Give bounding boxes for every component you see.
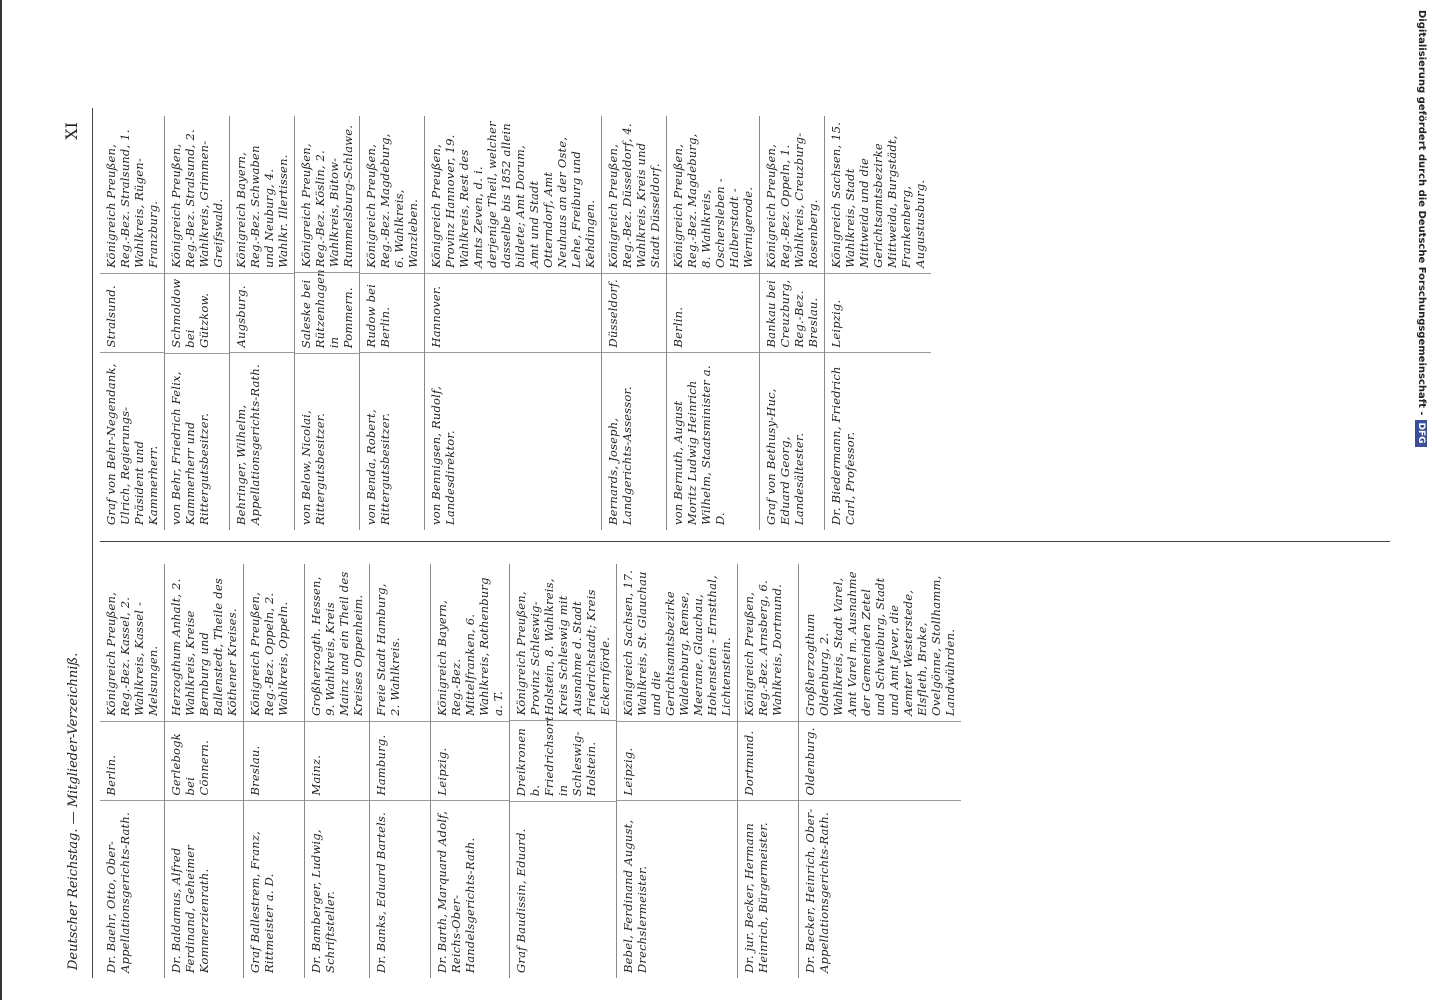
page-edge [0,0,2,1000]
member-row [295,116,360,530]
member-residence: Berlin. [667,274,759,354]
member-row [305,564,370,978]
member-residence: Hamburg. [370,722,430,802]
member-district: Königreich Bayern, Reg.-Bez. Schwaben und Neuburg, 4. Wahlkr. Illertissen. [230,116,294,274]
member-district: Großherzogthum Oldenburg, 2. Wahlkreis, Stadt Varel, Amt Varel m. Ausnahme der Gemeinden Zetel und Schweiburg, Stadt und Amt Jever, die Aemter Westerstede, Elsfleth, Brake, Ovelgönne, Stollhamm, Landwührden. [799,564,961,722]
member-name: Bernards, Joseph, Landgerichts-Assessor. [606,386,634,525]
member-name: Dr. Banks, Eduard Bartels. [374,812,388,973]
member-name: Dr. Bamberger, Ludwig, Schriftsteller. [309,829,337,973]
rotated-content [62,108,1402,978]
member-row [244,564,305,978]
header-rule [92,108,93,978]
member-district: Königreich Preußen, Provinz Schleswig-Holstein, 8. Wahlkreis, Kreis Schleswig mit Ausnahme d. Stadt Friedrichstadt; Kreis Eckernförde. [510,564,616,721]
member-district: Königreich Preußen, Reg.-Bez. Kassel, 2. Wahlkreis, Kassel - Melsungen. [100,564,164,722]
member-row [667,116,760,530]
member-residence: Berlin. [100,722,164,802]
member-residence: Mainz. [305,722,369,802]
member-row [825,116,931,530]
member-district: Königreich Preußen, Reg.-Bez. Magdeburg, 6. Wahlkreis, Wanzleben. [360,116,424,274]
member-name: von Bernuth, August Moritz Ludwig Heinrich Wilhelm, Staatsminister a. D. [671,365,727,525]
member-row [799,564,961,978]
member-district: Königreich Preußen, Provinz Hannover, 19. Wahlkreis, Rest des Amts Zeven, d. i. derjenige Theil, welcher dasselbe bis 1852 allein bildete; Amt Dorum, Amt und Stadt Otterndorf, Amt Neuhaus an der Oste, Lehe, Freiburg und Kehdingen. [425,116,601,274]
member-district: Königreich Bayern, Reg.-Bez. Mittelfranken, 6. Wahlkreis, Rothenburg a. T. [431,564,509,722]
member-district: Königreich Preußen, Reg.-Bez. Oppeln, 2. Wahlkreis, Oppeln. [244,564,304,722]
member-residence: Breslau. [244,722,304,802]
member-district: Königreich Sachsen, 15. Wahlkreis, Stadt Mittweida und die Gerichtsamtsbezirke Mittweida, Burgstädt, Frankenberg, Augustusburg. [825,116,931,274]
member-row [602,116,667,530]
member-row [431,564,510,978]
member-residence: Düsseldorf. [602,274,666,354]
member-residence: Saleske bei Rützenhagen in Pommern. [295,273,359,354]
member-district: Freie Stadt Hamburg, 2. Wahlkreis. [370,564,430,722]
member-row [165,564,244,978]
member-residence: Augsburg. [230,274,294,354]
member-row [100,116,165,530]
member-row [510,564,617,978]
member-district: Großherzogth. Hessen, 9. Wahlkreis, Kreis Mainz und ein Theil des Kreises Oppenheim. [305,564,369,722]
member-residence: Dreikronen b. Friedrichsort in Schleswig-Holstein. [510,721,616,802]
member-residence: Rudow bei Berlin. [360,274,424,354]
member-name: Dr. Becker, Heinrich, Ober-Appellationsgerichts-Rath. [803,808,831,973]
member-name: Dr. Barth, Marquard Adolf, Reichs-Ober-Handelsgerichts-Rath. [435,810,477,973]
member-row [100,564,165,978]
member-district: Königreich Preußen, Reg.-Bez. Köslin, 2. Wahlkreis, Bütow-Rummelsburg-Schlawe. [295,116,359,273]
left-member-table [100,564,1400,978]
member-name: von Below, Nicolai, Rittergutsbesitzer. [299,410,327,525]
member-row [360,116,425,530]
member-residence: Leipzig. [431,722,509,802]
member-residence: Gerlebogk bei Cönnern. [165,722,243,802]
member-residence: Oldenburg. [799,722,961,802]
member-residence: Schmoldow bei Gützkow. [165,274,229,354]
member-residence: Stralsund. [100,274,164,354]
member-name: Dr. Baldamus, Alfred Ferdinand, Geheimer Kommerzienrath. [169,845,211,973]
member-name: Graf Ballestrem, Franz, Rittmeister a. D. [248,830,276,973]
member-row [230,116,295,530]
page-number: XI [62,122,81,140]
member-residence: Bankau bei Creuzburg, Reg.-Bez. Breslau. [760,274,824,354]
member-row [370,564,431,978]
member-name: Behringer, Wilhelm, Appellationsgerichts-Rath. [234,364,262,525]
member-district: Königreich Preußen, Reg.-Bez. Oppeln, 1. Wahlkreis, Creuzburg-Rosenberg. [760,116,824,274]
member-row [760,116,825,530]
page-header [62,108,92,978]
member-row [738,564,799,978]
member-row [425,116,602,530]
dfg-stamp [1416,10,1432,1000]
right-member-table [100,116,1400,530]
member-residence: Leipzig. [617,722,737,802]
member-district: Herzogthum Anhalt, 2. Wahlkreis, Kreise Bernburg und Ballenstedt, Theile des Köthener Kreises. [165,564,243,722]
member-name: von Behr, Friedrich Felix, Kammerherr und Rittergutsbesitzer. [169,371,211,525]
member-residence: Dortmund. [738,722,798,802]
member-residence: Hannover. [425,274,601,354]
member-name: von Bennigsen, Rudolf, Landesdirektor. [429,386,457,525]
member-name: Dr. Biedermann, Friedrich Carl, Professor. [829,366,857,525]
member-residence: Leipzig. [825,274,931,354]
member-name: Dr. jur. Becker, Hermann Heinrich, Bürgermeister. [742,822,770,973]
stamp-text: Digitalisierung gefördert durch die Deutsche Forschungsgemeinschaft - [1416,10,1427,416]
member-name: Bebel, Ferdinand August, Drechslermeister. [621,819,649,973]
member-district: Königreich Preußen, Reg.-Bez. Arnsberg, 6. Wahlkreis, Dortmund. [738,564,798,722]
member-name: Dr. Baehr, Otto, Ober-Appellationsgerichts-Rath. [104,812,132,973]
member-district: Königreich Sachsen, 17. Wahlkreis, St. Glauchau und die Gerichtsamtsbezirke Waldenburg, Remse, Meerane, Glauchau, Hohenstein - Ernstthal, Lichtenstein. [617,564,737,722]
member-name: Graf von Behr-Negendank, Ulrich, Regierungs-Präsident und Kammerherr. [104,363,160,525]
member-row [165,116,230,530]
member-row [617,564,738,978]
header-title: Deutscher Reichstag. — Mitglieder-Verzeichniß. [66,652,81,970]
member-district: Königreich Preußen, Reg.-Bez. Stralsund, 2. Wahlkreis, Grimmen-Greifswald. [165,116,229,274]
member-name: Graf Baudissin, Eduard. [514,828,528,973]
column-divider [100,541,1390,542]
member-name: von Benda, Robert, Rittergutsbesitzer. [364,409,392,525]
dfg-logo: DFG [1415,420,1427,447]
member-name: Graf von Bethusy-Huc, Eduard Georg, Landesältester. [764,388,806,525]
member-district: Königreich Preußen, Reg.-Bez. Düsseldorf, 4. Wahlkreis, Kreis und Stadt Düsseldorf. [602,116,666,274]
member-district: Königreich Preußen, Reg.-Bez. Stralsund, 1. Wahlkreis, Rügen-Franzburg. [100,116,164,274]
member-district: Königreich Preußen, Reg.-Bez. Magdeburg, 8. Wahlkreis, Oschersleben - Halberstadt - Wernigerode. [667,116,759,274]
